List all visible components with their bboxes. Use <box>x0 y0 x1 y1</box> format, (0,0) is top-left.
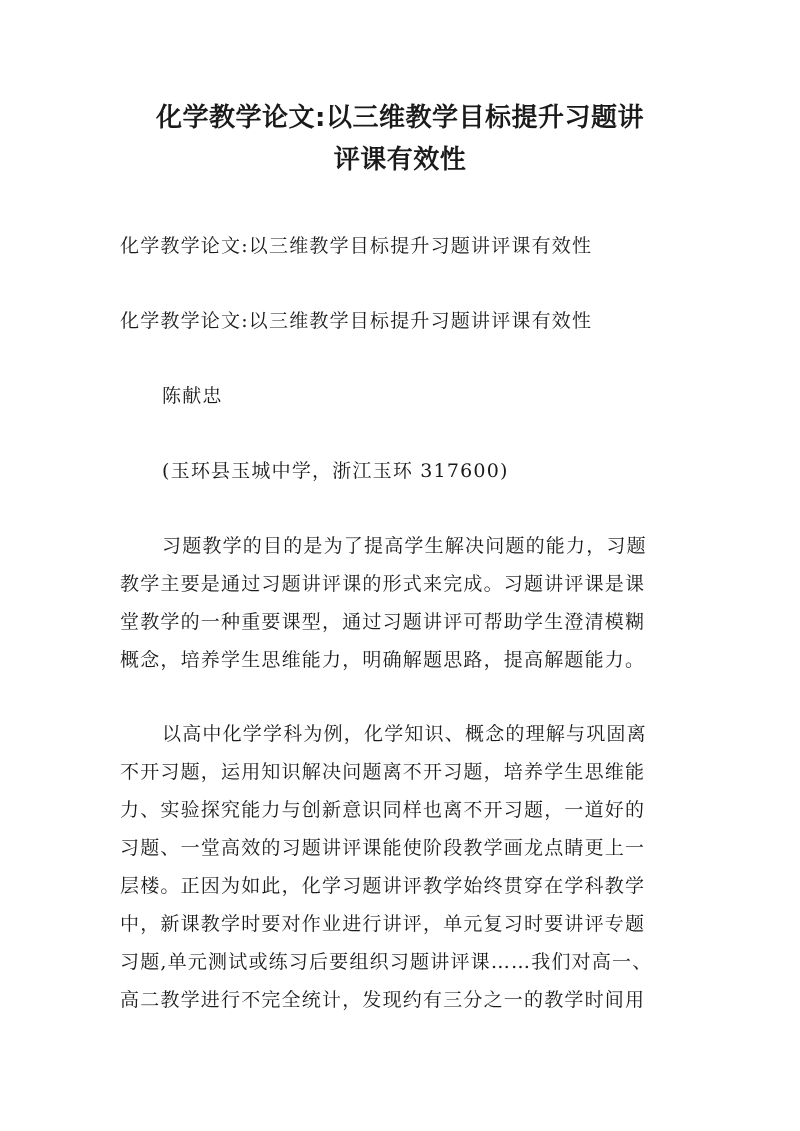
author-name: 陈献忠 <box>162 385 223 407</box>
document-title-line-2: 评课有效性 <box>333 145 467 175</box>
repeated-title-line: 化学教学论文:以三维教学目标提升习题讲评课有效性 <box>120 235 593 257</box>
paragraph-line: 以高中化学学科为例，化学知识、概念的理解与巩固离 <box>162 723 647 745</box>
paragraph-line: 习题、一堂高效的习题讲评课能使阶段教学画龙点睛更上一 <box>120 837 646 859</box>
paragraph-line: 层楼。正因为如此，化学习题讲评教学始终贯穿在学科教学 <box>120 875 646 897</box>
paragraph-line: 概念，培养学生思维能力，明确解题思路，提高解题能力。 <box>120 649 646 671</box>
document-title-line-1: 化学教学论文:以三维教学目标提升习题讲 <box>156 103 644 133</box>
paragraph-line: 高二教学进行不完全统计，发现约有三分之一的教学时间用 <box>120 989 646 1011</box>
paragraph-line: 习题教学的目的是为了提高学生解决问题的能力，习题 <box>162 535 647 557</box>
repeated-title-line: 化学教学论文:以三维教学目标提升习题讲评课有效性 <box>120 310 593 332</box>
paragraph-line: 习题,单元测试或练习后要组织习题讲评课……我们对高一、 <box>120 951 653 973</box>
author-affiliation: (玉环县玉城中学，浙江玉环 317600) <box>162 460 509 482</box>
paragraph-line: 堂教学的一种重要课型，通过习题讲评可帮助学生澄清模糊 <box>120 611 646 633</box>
paragraph-line: 教学主要是通过习题讲评课的形式来完成。习题讲评课是课 <box>120 573 646 595</box>
paragraph-line: 不开习题，运用知识解决问题离不开习题，培养学生思维能 <box>120 761 646 783</box>
paragraph-line: 力、实验探究能力与创新意识同样也离不开习题，一道好的 <box>120 799 646 821</box>
paragraph-line: 中，新课教学时要对作业进行讲评，单元复习时要讲评专题 <box>120 913 646 935</box>
